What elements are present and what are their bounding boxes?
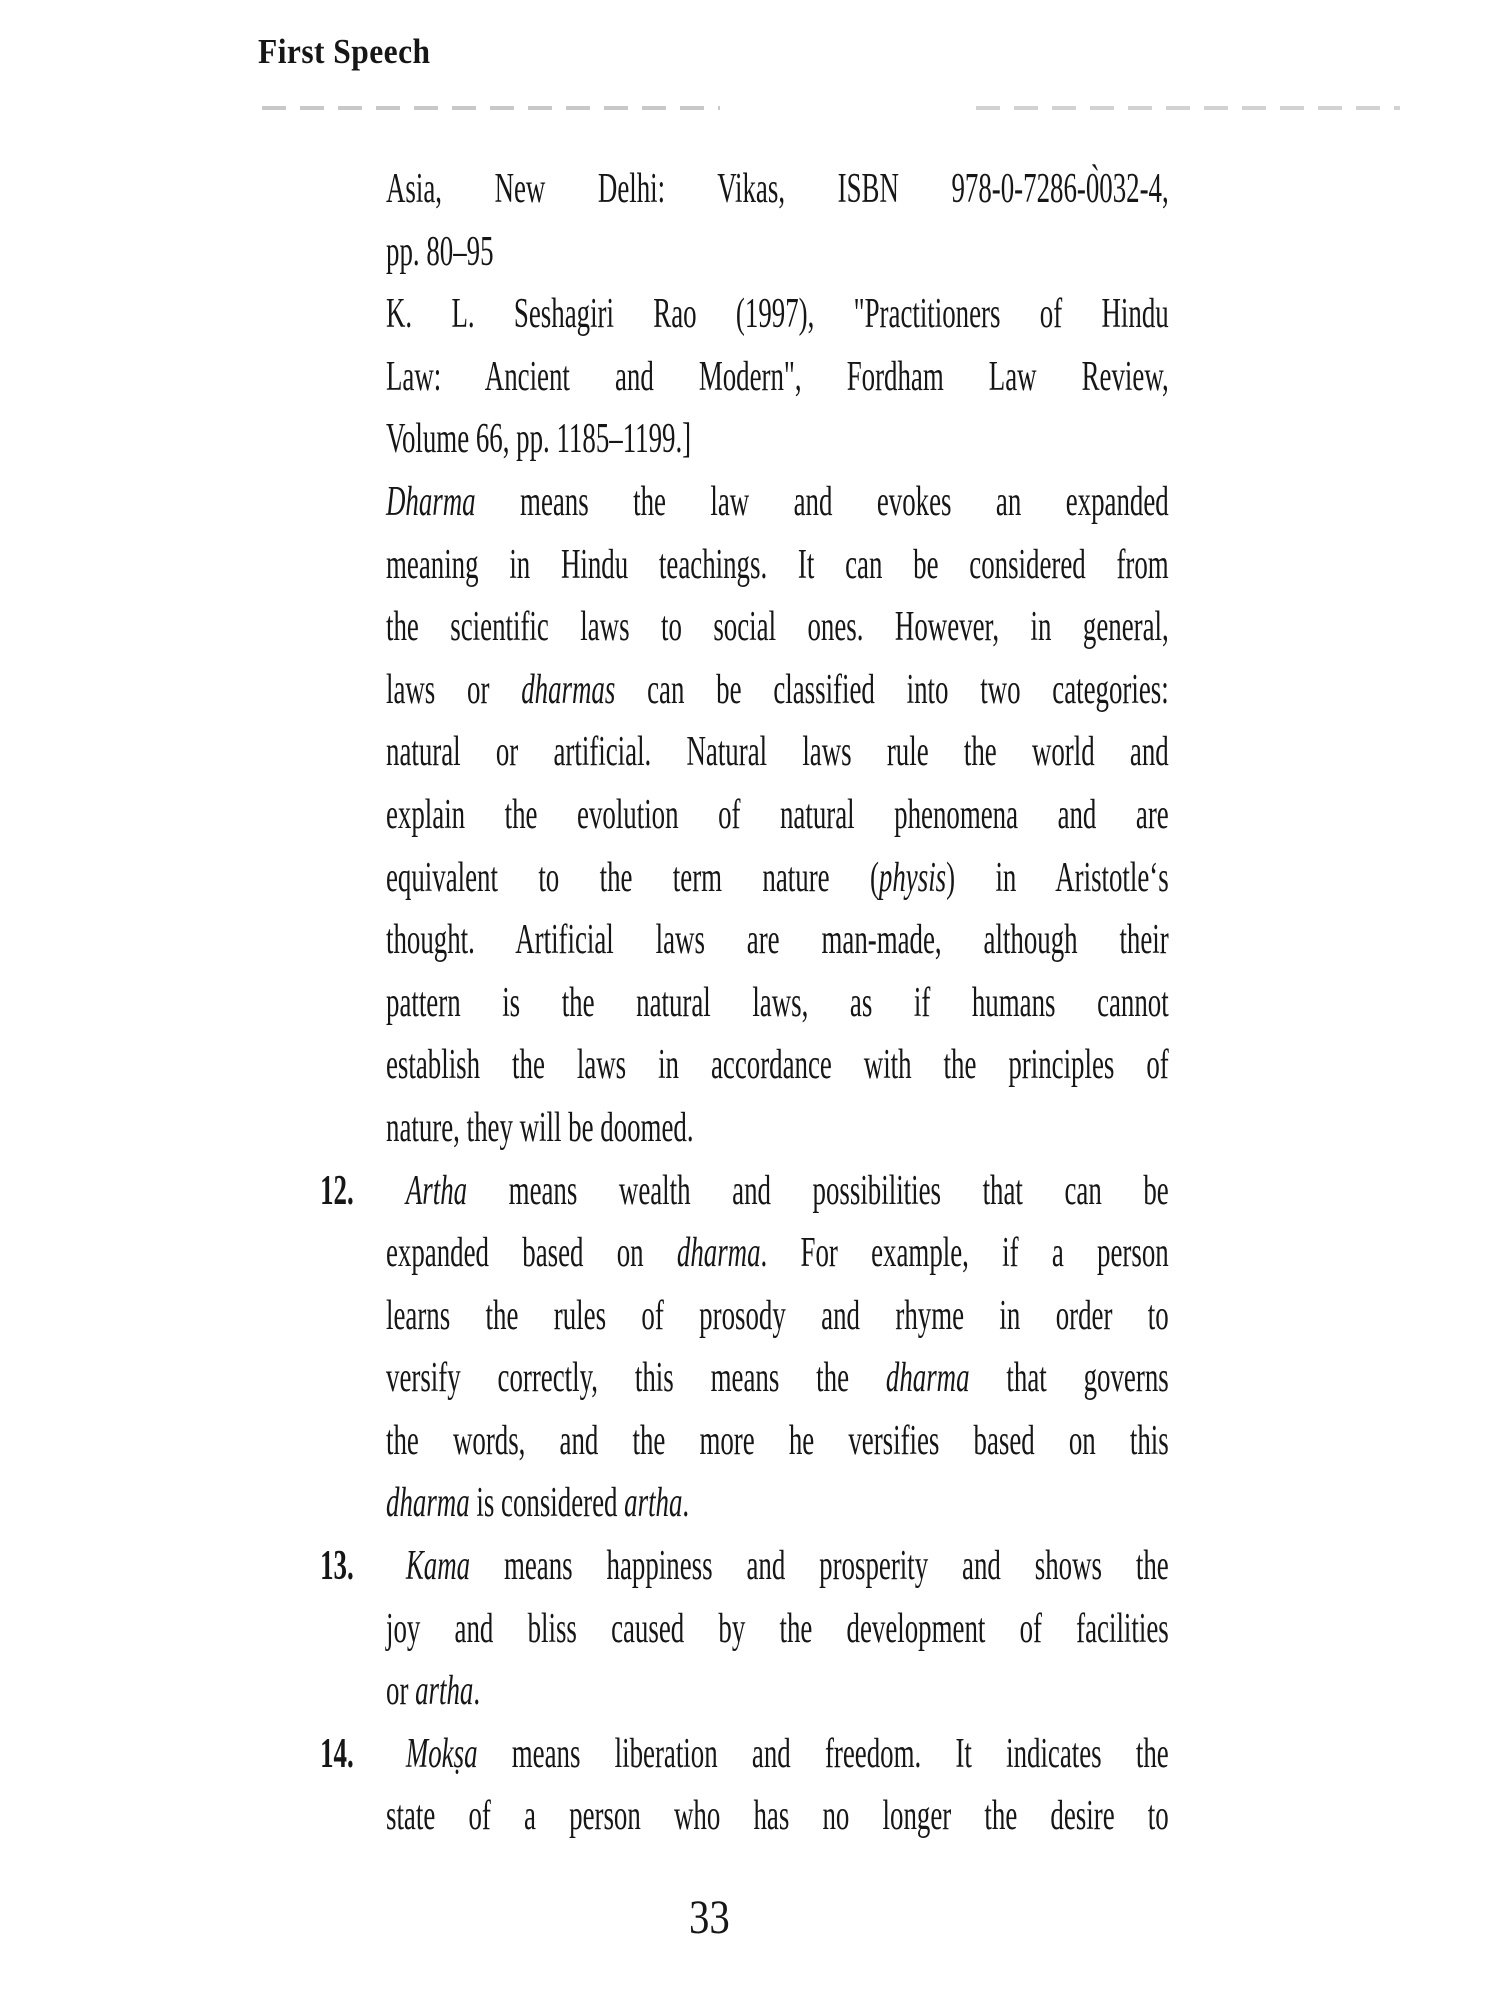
text-line [386, 221, 1169, 284]
text-run: thought. Artificial laws are man-made, although their [386, 917, 1169, 964]
text-line [386, 596, 1169, 659]
text-line [386, 471, 1169, 534]
italic-term: artha [624, 1480, 683, 1527]
text-line [386, 1535, 1169, 1598]
italic-term: Kama [405, 1543, 471, 1590]
text-run: . [473, 1668, 481, 1715]
text-line [386, 1660, 1169, 1723]
text-line [386, 721, 1169, 784]
italic-term: dharma [386, 1480, 470, 1527]
list-item-number: 14. [320, 1730, 354, 1777]
header-rule-right [976, 106, 1400, 110]
text-run: establish the laws in accordance with the principles of [386, 1042, 1169, 1089]
text-line [386, 408, 1169, 471]
list-item [320, 1535, 1169, 1723]
text-run: expanded based on [386, 1230, 677, 1277]
text-line [386, 1160, 1169, 1223]
text-run: ) in Aristotle‘s [946, 854, 1169, 901]
text-run: natural or artificial. Natural laws rule the world and [386, 729, 1169, 776]
text-run: is considered [469, 1480, 625, 1527]
text-run: Asia, New Delhi: Vikas, ISBN 978-0-7286-0̀032-4, [386, 166, 1169, 212]
text-run: pp. 80–95 [386, 228, 494, 275]
paragraph [386, 283, 1169, 471]
text-run: equivalent to the term nature ( [386, 854, 879, 901]
text-run: explain the evolution of natural phenomena and are [386, 791, 1169, 838]
text-run: Volume 66, pp. 1185–1199.] [386, 416, 692, 463]
text-run: state of a person who has no longer the desire to [386, 1793, 1169, 1840]
text-run: nature, they will be doomed. [386, 1104, 694, 1151]
italic-term: physis [878, 854, 947, 901]
italic-term: Mokṣa [405, 1730, 478, 1777]
list-item [320, 1723, 1169, 1848]
text-line [386, 1222, 1169, 1285]
text-line [386, 1598, 1169, 1661]
text-run: or [386, 1668, 416, 1715]
text-line [386, 283, 1169, 346]
body-text [320, 158, 1169, 1848]
text-line [386, 1785, 1169, 1848]
text-line [386, 972, 1169, 1035]
paragraph [386, 158, 1169, 283]
text-run: the words, and the more he versifies based on this [386, 1417, 1169, 1464]
text-line [386, 1723, 1169, 1786]
text-run: can be classified into two categories: [615, 666, 1169, 713]
text-run: means liberation and freedom. It indicates the [477, 1730, 1169, 1777]
text-line [386, 1472, 1169, 1535]
text-line [386, 534, 1169, 597]
text-line [386, 1034, 1169, 1097]
paragraph [386, 471, 1169, 1160]
italic-term: Artha [405, 1167, 468, 1214]
list-item-number: 12. [320, 1167, 354, 1214]
text-run: learns the rules of prosody and rhyme in order to [386, 1292, 1169, 1339]
italic-term: Dharma [386, 478, 476, 525]
page-header: First Speech [258, 32, 431, 71]
text-line [386, 659, 1169, 722]
text-run: joy and bliss caused by the development of facilities [386, 1605, 1169, 1652]
text-run: meaning in Hindu teachings. It can be considered from [386, 541, 1169, 588]
text-line [386, 1347, 1169, 1410]
page-number: 33 [689, 1891, 730, 1944]
italic-term: dharma [885, 1355, 970, 1402]
italic-term: dharmas [521, 666, 616, 713]
italic-term: artha [415, 1668, 474, 1715]
text-line [386, 847, 1169, 910]
text-line [386, 909, 1169, 972]
text-line [386, 784, 1169, 847]
text-run: means happiness and prosperity and shows the [470, 1543, 1169, 1590]
text-run: . For example, if a person [760, 1230, 1169, 1277]
text-run: means wealth and possibilities that can be [467, 1167, 1169, 1214]
text-run: . [682, 1480, 690, 1527]
text-run: the scientific laws to social ones. However, in general, [386, 604, 1169, 651]
text-line [386, 1285, 1169, 1348]
italic-term: dharma [676, 1230, 761, 1277]
list-item [320, 1160, 1169, 1536]
list-item-number: 13. [320, 1543, 354, 1590]
text-run: laws or [386, 666, 522, 713]
header-rule-left [262, 106, 720, 110]
text-run: Law: Ancient and Modern", Fordham Law Review, [386, 353, 1169, 400]
text-run: means the law and evokes an expanded [475, 478, 1169, 525]
text-line [386, 158, 1169, 221]
text-line [386, 1410, 1169, 1473]
text-line [386, 346, 1169, 409]
text-run: versify correctly, this means the [386, 1355, 886, 1402]
text-run: that governs [969, 1355, 1169, 1402]
text-run: pattern is the natural laws, as if humans cannot [386, 979, 1169, 1026]
text-run: K. L. Seshagiri Rao (1997), "Practitioners of Hindu [386, 291, 1169, 338]
text-line [386, 1097, 1169, 1160]
